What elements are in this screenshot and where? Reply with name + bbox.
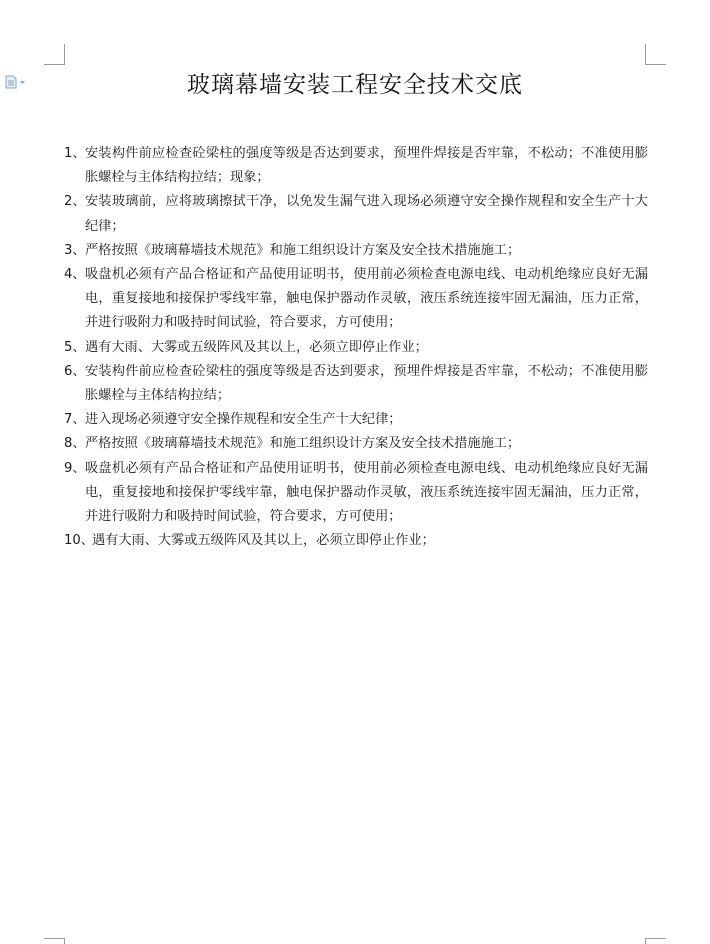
list-item-number: 5、	[64, 339, 86, 355]
crop-mark-bottom-right	[645, 938, 666, 944]
list-item-number: 10、	[64, 533, 94, 549]
list-item	[64, 408, 648, 432]
list-item-text: 吸盘机必须有产品合格证和产品使用证明书，使用前必须检查电源电线、电动机绝缘应良好无漏电，重复接地和接保护零线牢靠，触电保护器动作灵敏，液压系统连接牢固无漏油，压力正常，并进行吸附力和吸持时间试验，符合要求，方可使用；	[85, 267, 648, 331]
crop-mark-top-right	[645, 44, 666, 65]
list-item-text: 严格按照《玻璃幕墙技术规范》和施工组织设计方案及安全技术措施施工；	[85, 242, 521, 258]
list-item	[64, 336, 648, 360]
safety-item-list	[64, 142, 648, 553]
document-title: 玻璃幕墙安装工程安全技术交底	[187, 72, 523, 98]
list-item	[64, 529, 648, 553]
list-item-number: 1、	[64, 146, 86, 161]
list-item	[64, 263, 648, 336]
list-item-text: 安装构件前应检查砼梁柱的强度等级是否达到要求，预埋件焊接是否牢靠，不松动；不准使用膨胀螺栓与主体结构拉结；现象；	[85, 146, 648, 186]
list-item	[64, 142, 648, 190]
list-item-number: 6、	[64, 363, 86, 379]
crop-mark-bottom-left	[44, 938, 65, 944]
list-item	[64, 360, 648, 408]
list-item-text: 严格按照《玻璃幕墙技术规范》和施工组织设计方案及安全技术措施施工；	[85, 436, 521, 452]
list-item-number: 2、	[64, 194, 86, 210]
list-item-text: 遇有大雨、大雾或五级阵风及其以上，必须立即停止作业；	[92, 533, 435, 549]
list-item-text: 吸盘机必须有产品合格证和产品使用证明书，使用前必须检查电源电线、电动机绝缘应良好无漏电，重复接地和接保护零线牢靠，触电保护器动作灵敏，液压系统连接牢固无漏油，压力正常，并进行吸附力和吸持时间试验，符合要求，方可使用；	[85, 460, 648, 525]
crop-mark-top-left	[44, 44, 65, 65]
list-item-number: 9、	[64, 460, 86, 476]
list-item-text: 进入现场必须遵守安全操作规程和安全生产十大纪律；	[85, 412, 402, 428]
list-item	[64, 239, 648, 263]
list-item-text: 遇有大雨、大雾或五级阵风及其以上，必须立即停止作业；	[85, 339, 428, 355]
list-item	[64, 457, 648, 530]
list-item-number: 3、	[64, 242, 86, 258]
list-item	[64, 432, 648, 456]
list-item-number: 4、	[64, 267, 86, 283]
list-item-number: 7、	[64, 412, 86, 428]
list-item-number: 8、	[64, 436, 86, 452]
list-item	[64, 190, 648, 238]
list-item-text: 安装玻璃前，应将玻璃擦拭干净，以免发生漏气进入现场必须遵守安全操作规程和安全生产十大纪律；	[85, 194, 648, 234]
list-item-text: 安装构件前应检查砼梁柱的强度等级是否达到要求，预埋件焊接是否牢靠，不松动；不准使用膨胀螺栓与主体结构拉结；	[85, 363, 648, 404]
